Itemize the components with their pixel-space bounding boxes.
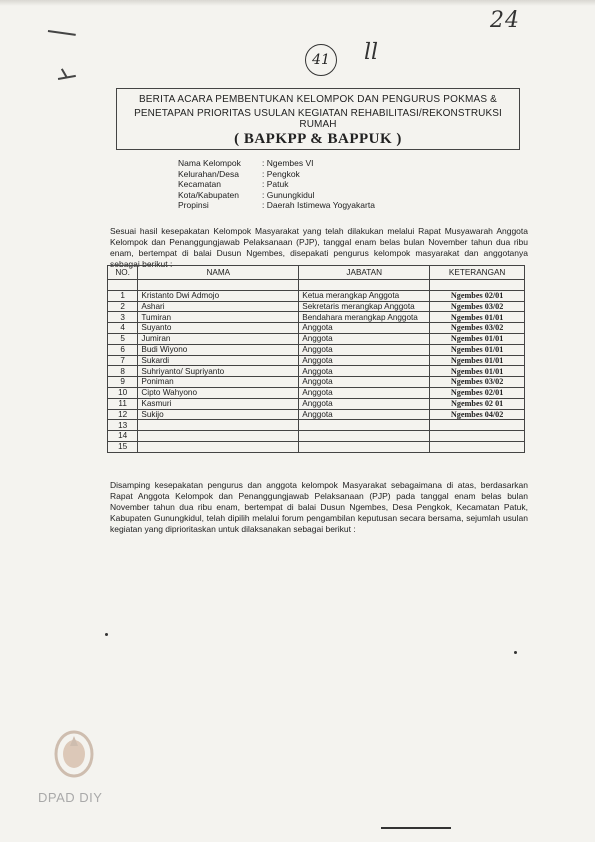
header-jabatan: JABATAN	[299, 266, 430, 280]
cell-name	[138, 431, 299, 442]
cell-jabatan: Anggota	[299, 387, 430, 398]
info-value: : Patuk	[262, 179, 289, 189]
table-row	[108, 355, 525, 366]
cell-keterangan	[430, 431, 525, 442]
cell-no: 6	[108, 344, 138, 355]
table-row	[108, 398, 525, 409]
cell-keterangan: Ngembes 04/02	[430, 409, 525, 420]
cell-keterangan: Ngembes 03/02	[430, 323, 525, 334]
cell-keterangan: Ngembes 03/02	[430, 377, 525, 388]
cell-no: 3	[108, 312, 138, 323]
cell-no: 5	[108, 333, 138, 344]
cell-no: 7	[108, 355, 138, 366]
cell-jabatan: Ketua merangkap Anggota	[299, 290, 430, 301]
table-row	[108, 323, 525, 334]
cell-no: 8	[108, 366, 138, 377]
table-body	[108, 280, 525, 453]
table-row	[108, 377, 525, 388]
document-title-box	[116, 88, 520, 150]
cell-name: Kristanto Dwi Admojo	[138, 290, 299, 301]
cell-keterangan	[430, 441, 525, 452]
info-row	[178, 158, 375, 169]
cell-jabatan	[299, 420, 430, 431]
table-row	[108, 409, 525, 420]
table-row	[108, 420, 525, 431]
title-line-1: BERITA ACARA PEMBENTUKAN KELOMPOK DAN PENGURUS POKMAS &	[138, 94, 498, 105]
cell-name	[138, 441, 299, 452]
intro-paragraph: Sesuai hasil kesepakatan Kelompok Masyarakat yang telah dilakukan melalui Rapat Musyawarah Anggota Kelompok dan Penanggungjawab Pelaksanaan (PJP), tanggal enam belas bulan November tahun dua ribu enam, bertempat di balai Dusun Ngembes, disepakati pengurus kelompok masyarakat dan anggotanya sebagai berikut :	[110, 226, 528, 269]
scan-speck	[514, 651, 517, 654]
members-table	[107, 265, 525, 453]
cell-no: 14	[108, 431, 138, 442]
cell-keterangan: Ngembes 02/01	[430, 290, 525, 301]
title-line-3: ( BAPKPP & BAPPUK )	[234, 131, 402, 147]
table-row	[108, 431, 525, 442]
info-value: : Ngembes VI	[262, 158, 314, 168]
cell-no: 13	[108, 420, 138, 431]
table-row	[108, 441, 525, 452]
cell-name: Ashari	[138, 301, 299, 312]
cell-jabatan: Bendahara merangkap Anggota	[299, 312, 430, 323]
cell-keterangan	[430, 420, 525, 431]
cell-keterangan: Ngembes 01/01	[430, 333, 525, 344]
cell-jabatan: Anggota	[299, 377, 430, 388]
cell-name: Sukijo	[138, 409, 299, 420]
cell-keterangan: Ngembes 01/01	[430, 366, 525, 377]
info-row	[178, 179, 375, 190]
group-info	[178, 158, 375, 211]
table-row	[108, 387, 525, 398]
table-row	[108, 344, 525, 355]
cell-no: 10	[108, 387, 138, 398]
cell-keterangan: Ngembes 03/02	[430, 301, 525, 312]
info-label: Propinsi	[178, 200, 209, 210]
scan-edge	[0, 0, 595, 6]
table-header-row	[108, 266, 525, 280]
cell-name: Suyanto	[138, 323, 299, 334]
cell-name: Poniman	[138, 377, 299, 388]
info-label: Kecamatan	[178, 179, 221, 189]
scan-mark-line	[381, 827, 451, 829]
cell-name: Suhriyanto/ Supriyanto	[138, 366, 299, 377]
info-row	[178, 169, 375, 180]
cell-name: Budi Wiyono	[138, 344, 299, 355]
watermark: DPAD DIY	[38, 790, 103, 805]
cell-name: Cipto Wahyono	[138, 387, 299, 398]
cell-name: Sukardi	[138, 355, 299, 366]
cell-jabatan: Anggota	[299, 409, 430, 420]
circled-archive-number: 41	[305, 44, 337, 76]
handwritten-tick-mark: ll	[364, 40, 379, 65]
info-value: : Daerah Istimewa Yogyakarta	[262, 200, 375, 210]
scan-speck	[105, 633, 108, 636]
title-line-2: PENETAPAN PRIORITAS USULAN KEGIATAN REHABILITASI/REKONSTRUKSI RUMAH	[134, 108, 502, 130]
cell-jabatan: Anggota	[299, 344, 430, 355]
cell-no: 9	[108, 377, 138, 388]
cell-no: 15	[108, 441, 138, 452]
table-row	[108, 301, 525, 312]
cell-keterangan: Ngembes 01/01	[430, 312, 525, 323]
cell-jabatan: Anggota	[299, 333, 430, 344]
table-row	[108, 333, 525, 344]
info-row	[178, 200, 375, 211]
table-row	[108, 366, 525, 377]
table-spacer-row	[108, 280, 525, 291]
header-no: NO.	[108, 266, 138, 280]
regional-seal-icon	[52, 728, 96, 780]
handwritten-page-number: 24	[490, 8, 520, 33]
cell-jabatan	[299, 441, 430, 452]
cell-no: 1	[108, 290, 138, 301]
cell-jabatan: Sekretaris merangkap Anggota	[299, 301, 430, 312]
cell-no: 4	[108, 323, 138, 334]
cell-name	[138, 420, 299, 431]
info-label: Nama Kelompok	[178, 158, 241, 168]
cell-no: 12	[108, 409, 138, 420]
table-row	[108, 312, 525, 323]
cell-no: 2	[108, 301, 138, 312]
cell-name: Jumiran	[138, 333, 299, 344]
cell-keterangan: Ngembes 01/01	[430, 344, 525, 355]
cell-jabatan	[299, 431, 430, 442]
cell-keterangan: Ngembes 02/01	[430, 387, 525, 398]
header-keterangan: KETERANGAN	[430, 266, 525, 280]
cell-name: Tumiran	[138, 312, 299, 323]
header-name: NAMA	[138, 266, 299, 280]
info-value: : Pengkok	[262, 168, 300, 179]
info-label: Kelurahan/Desa	[178, 168, 239, 179]
info-row	[178, 190, 375, 201]
cell-jabatan: Anggota	[299, 398, 430, 409]
info-value: : Gunungkidul	[262, 189, 315, 200]
info-label: Kota/Kabupaten	[178, 189, 239, 200]
cell-keterangan: Ngembes 01/01	[430, 355, 525, 366]
pen-mark	[48, 30, 76, 35]
cell-jabatan: Anggota	[299, 366, 430, 377]
cell-no: 11	[108, 398, 138, 409]
cell-jabatan: Anggota	[299, 323, 430, 334]
table-row	[108, 290, 525, 301]
cell-name: Kasmuri	[138, 398, 299, 409]
closing-paragraph: Disamping kesepakatan pengurus dan anggota kelompok Masyarakat sebagaimana di atas, berdasarkan Rapat Anggota Kelompok dan Penanggungjawab Pelaksanaan (PJP) pada tanggal enam belas bulan November tahun dua ribu enam, bertempat di balai Dusun Ngembes, Desa Pengkok, Kecamatan Patuk, Kabupaten Gunungkidul, telah dipilih melalui forum pengambilan keputusan secara bersama, sejumlah usulan kegiatan yang diprioritaskan untuk dilaksanakan sebagai berikut :	[110, 480, 528, 534]
cell-jabatan: Anggota	[299, 355, 430, 366]
cell-keterangan: Ngembes 02 01	[430, 398, 525, 409]
